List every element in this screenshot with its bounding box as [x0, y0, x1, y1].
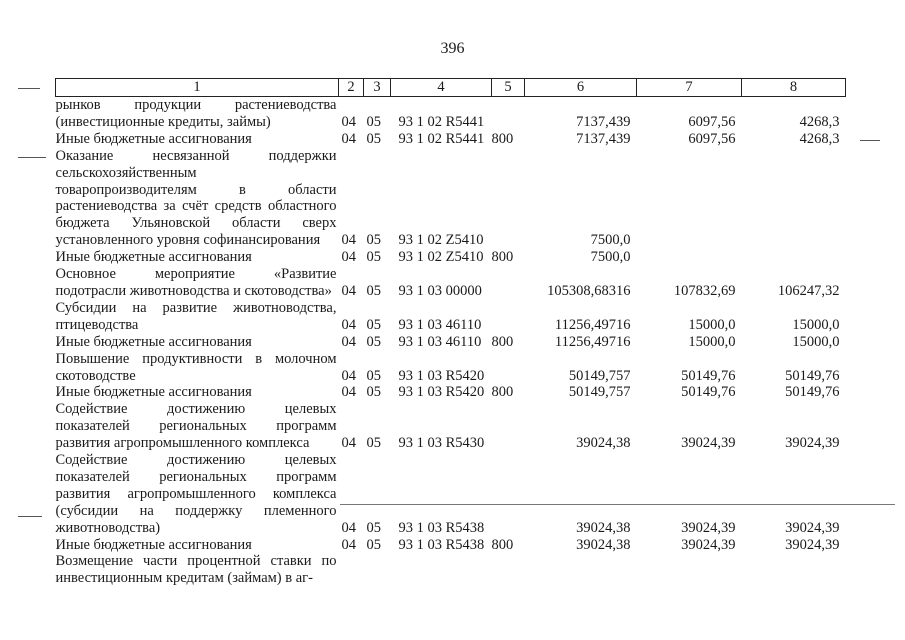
amount-col-8: 39024,39 [785, 519, 840, 536]
section-code: 04 [341, 130, 356, 147]
table-row [56, 384, 846, 401]
expense-type-code: 800 [491, 130, 514, 147]
amount-col-7: 39024,39 [681, 519, 736, 536]
amount-col-7: 6097,56 [688, 113, 736, 130]
section-code [339, 553, 364, 587]
amount-col-7: 39024,39 [681, 536, 736, 553]
table-row [56, 97, 846, 131]
subsection-code: 05 [366, 536, 381, 553]
row-name: Основное мероприятие «Развитие подотрасли животноводства и скотоводства» [55, 266, 337, 299]
page-number: 396 [440, 40, 465, 57]
amount-col-6: 39024,38 [576, 536, 631, 553]
amount-col-7: 107832,69 [673, 282, 736, 299]
amount-col-6: 11256,49716 [554, 316, 631, 333]
subsection-code [364, 553, 391, 587]
target-article-code: 93 1 02 R5441 [398, 113, 485, 130]
scan-mark [18, 157, 46, 158]
target-article-code: 93 1 03 46110 [398, 316, 482, 333]
expense-type-code [492, 351, 525, 385]
row-name: Субсидии на развитие животноводства, птицеводства [55, 299, 337, 333]
table-row [56, 537, 846, 554]
table-row [56, 553, 846, 587]
column-header-3: 3 [364, 79, 391, 97]
row-name: рынков продукции растениеводства (инвестиционные кредиты, займы) [55, 97, 337, 130]
amount-col-7: 15000,0 [688, 333, 736, 350]
section-code: 04 [341, 536, 356, 553]
expense-type-code: 800 [491, 249, 514, 266]
subsection-code: 05 [366, 519, 381, 536]
row-name: Иные бюджетные ассигнования [55, 130, 252, 147]
target-article-code: 93 1 02 R5441 [398, 130, 485, 147]
amount-col-7: 50149,76 [681, 367, 736, 384]
target-article-code [391, 553, 492, 587]
target-article-code: 93 1 02 Z5410 [398, 232, 484, 249]
amount-col-6: 105308,68316 [547, 282, 631, 299]
target-article-code: 93 1 03 R5438 [398, 519, 485, 536]
row-name: Повышение продуктивности в молочном скотоводстве [55, 350, 337, 384]
amount-col-8: 4268,3 [799, 130, 840, 147]
amount-col-6: 50149,757 [568, 384, 631, 401]
amount-col-6: 7137,439 [576, 113, 631, 130]
row-name: Иные бюджетные ассигнования [55, 384, 252, 401]
subsection-code: 05 [366, 282, 381, 299]
amount-col-7 [637, 148, 742, 249]
table-row [56, 351, 846, 385]
section-code: 04 [341, 113, 356, 130]
subsection-code: 05 [366, 130, 381, 147]
row-name: Возмещение части процентной ставки по инвестиционным кредитам (займам) в аг- [55, 553, 337, 587]
target-article-code: 93 1 03 R5420 [398, 367, 485, 384]
amount-col-7: 15000,0 [688, 316, 736, 333]
amount-col-6: 11256,49716 [554, 333, 631, 350]
amount-col-8: 50149,76 [785, 367, 840, 384]
subsection-code: 05 [366, 249, 381, 266]
column-header-7: 7 [637, 79, 742, 97]
expense-type-code [492, 97, 525, 131]
amount-col-8: 39024,39 [785, 536, 840, 553]
target-article-code: 93 1 02 Z5410 [398, 249, 484, 266]
row-name: Иные бюджетные ассигнования [55, 333, 252, 350]
subsection-code: 05 [366, 367, 381, 384]
subsection-code: 05 [366, 384, 381, 401]
amount-col-6: 7137,439 [576, 130, 631, 147]
budget-table [55, 78, 846, 587]
amount-col-6: 39024,38 [576, 435, 631, 452]
table-row [56, 148, 846, 249]
target-article-code: 93 1 03 00000 [398, 282, 482, 299]
amount-col-8 [742, 249, 846, 266]
expense-type-code [492, 452, 525, 537]
scan-mark [18, 516, 42, 517]
expense-type-code: 800 [491, 333, 514, 350]
amount-col-8: 39024,39 [785, 435, 840, 452]
subsection-code: 05 [366, 316, 381, 333]
table-body [56, 97, 846, 588]
row-name: Оказание несвязанной поддержки сельскохозяйственным товаропроизводителям в области растениеводства за счёт средств областного бюджета Ульяновской области сверх установленного уровня софинансирования [55, 147, 337, 249]
table-header-row [56, 79, 846, 97]
expense-type-code: 800 [491, 536, 514, 553]
table-row [56, 249, 846, 266]
expense-type-code: 800 [491, 384, 514, 401]
column-header-6: 6 [525, 79, 637, 97]
row-name: Содействие достижению целевых показателей региональных программ развития агропромышленного комплекса [55, 401, 337, 452]
amount-col-8 [742, 553, 846, 587]
column-header-4: 4 [391, 79, 492, 97]
column-header-1: 1 [56, 79, 339, 97]
target-article-code: 93 1 03 R5438 [398, 536, 485, 553]
subsection-code: 05 [366, 435, 381, 452]
amount-col-7 [637, 249, 742, 266]
scan-mark [18, 88, 40, 89]
row-name: Иные бюджетные ассигнования [55, 249, 252, 266]
section-code: 04 [341, 519, 356, 536]
table-row [56, 266, 846, 300]
amount-col-6 [525, 553, 637, 587]
expense-type-code [492, 266, 525, 300]
amount-col-7 [637, 553, 742, 587]
amount-col-7: 39024,39 [681, 435, 736, 452]
section-code: 04 [341, 232, 356, 249]
amount-col-6: 39024,38 [576, 519, 631, 536]
column-header-8: 8 [742, 79, 846, 97]
amount-col-8: 4268,3 [799, 113, 840, 130]
target-article-code: 93 1 03 R5420 [398, 384, 485, 401]
amount-col-6: 7500,0 [590, 232, 631, 249]
section-code: 04 [341, 367, 356, 384]
expense-type-code [492, 148, 525, 249]
amount-col-8: 15000,0 [792, 316, 840, 333]
amount-col-8: 106247,32 [777, 282, 840, 299]
amount-col-8 [742, 148, 846, 249]
table-row [56, 131, 846, 148]
row-name: Иные бюджетные ассигнования [55, 536, 252, 553]
amount-col-8: 15000,0 [792, 333, 840, 350]
amount-col-8: 50149,76 [785, 384, 840, 401]
table-row [56, 334, 846, 351]
section-code: 04 [341, 316, 356, 333]
target-article-code: 93 1 03 R5430 [398, 435, 485, 452]
section-code: 04 [341, 282, 356, 299]
row-name: Содействие достижению целевых показателей региональных программ развития агропромышленного комплекса (субсидии на поддержку племенного животноводства) [55, 452, 337, 536]
expense-type-code [492, 401, 525, 452]
expense-type-code [492, 300, 525, 334]
scan-mark [860, 140, 880, 141]
subsection-code: 05 [366, 113, 381, 130]
section-code: 04 [341, 435, 356, 452]
amount-col-6: 50149,757 [568, 367, 631, 384]
table-row [56, 452, 846, 537]
subsection-code: 05 [366, 232, 381, 249]
amount-col-7: 50149,76 [681, 384, 736, 401]
column-header-5: 5 [492, 79, 525, 97]
amount-col-7: 6097,56 [688, 130, 736, 147]
table-row [56, 300, 846, 334]
section-code: 04 [341, 333, 356, 350]
amount-col-6: 7500,0 [590, 249, 631, 266]
subsection-code: 05 [366, 333, 381, 350]
expense-type-code [492, 553, 525, 587]
table-row [56, 401, 846, 452]
target-article-code: 93 1 03 46110 [398, 333, 482, 350]
section-code: 04 [341, 384, 356, 401]
section-code: 04 [341, 249, 356, 266]
column-header-2: 2 [339, 79, 364, 97]
